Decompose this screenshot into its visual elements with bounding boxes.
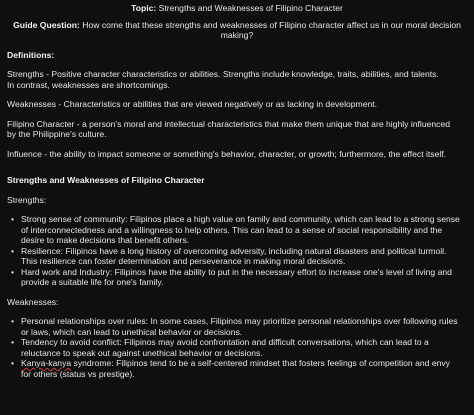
topic-line xyxy=(7,3,467,14)
definition-influence: Influence - the ability to impact someone or something's behavior, character, or growth; furthermore, the effect itself. xyxy=(7,148,447,159)
strength-item-1-line1: Strong sense of community: Filipinos place a high value on family and community, which can lead to a strong sense xyxy=(21,214,460,224)
list-item xyxy=(11,214,467,246)
bullet-icon: • xyxy=(11,337,15,347)
bullet-icon: • xyxy=(11,266,15,277)
strength-item-1-line2: of interconnectedness and a willingness to help others. This can lead to a sense of social responsibility and the xyxy=(21,224,443,235)
list-item xyxy=(11,245,467,267)
definition-strengths xyxy=(7,69,467,90)
definition-strengths-line2: In contrast, weaknesses are shortcomings. xyxy=(7,79,170,90)
section-heading: Strengths and Weaknesses of Filipino Character xyxy=(7,175,205,185)
strengths-heading: Strengths: xyxy=(7,194,47,205)
strengths-list xyxy=(7,214,467,288)
weakness-item-2-line1: Tendency to avoid conflict: Filipinos may avoid confrontation and difficult conversations, which can lead to a xyxy=(21,337,429,347)
list-item xyxy=(11,337,467,358)
guide-question-line2: making? xyxy=(220,30,254,40)
strength-item-3-line1: Hard work and Industry: Filipinos have the ability to put in the necessary effort to increase one's level of living and xyxy=(21,266,452,277)
definition-strengths-line1: Strengths - Positive character characteristics or abilities. Strengths include knowledge, traits, abilities, and talents. xyxy=(7,69,439,79)
guide-question-line1 xyxy=(7,20,467,31)
strength-item-2-line2: This resilience can foster determination and perseverance in making moral decisions. xyxy=(21,256,346,266)
list-item xyxy=(11,266,467,288)
list-item xyxy=(11,358,467,379)
definition-filipino-character-line2: by the Philippine's culture. xyxy=(7,129,107,139)
topic-text: Strengths and Weaknesses of Filipino Character xyxy=(158,3,343,13)
list-item xyxy=(11,316,467,337)
strength-item-2-line1: Resilience: Filipinos have a long history of overcoming adversity, including natural disasters and political turmoil. xyxy=(21,245,447,256)
weakness-item-3-line2: for others (status vs prestige). xyxy=(21,368,135,379)
spellcheck-underlined-word[interactable]: Kanya-kanya xyxy=(21,358,72,368)
weaknesses-heading: Weaknesses: xyxy=(7,296,59,307)
weakness-item-3-line1: syndrome: Filipinos tend to be a self-centered mindset that fosters feelings of competition and envy xyxy=(71,358,450,368)
definition-weaknesses: Weaknesses - Characteristics or abilities that are viewed negatively or as lacking in development. xyxy=(7,99,378,109)
bullet-icon: • xyxy=(11,358,15,368)
weakness-item-1-line1: Personal relationships over rules: In some cases, Filipinos may prioritize personal relationships over following rules xyxy=(21,316,458,326)
definitions-heading: Definitions: xyxy=(7,49,55,60)
weakness-item-2-line2: reluctance to speak out against unethical behavior or decisions. xyxy=(21,347,263,358)
spacer xyxy=(7,168,467,175)
strength-item-3-line2: provide a suitable life for one's family. xyxy=(21,277,164,287)
guide-question xyxy=(7,20,467,41)
bullet-icon: • xyxy=(11,214,15,224)
weakness-item-1-line2: or laws, which can lead to unethical behavior or decisions. xyxy=(21,326,243,337)
definition-filipino-character xyxy=(7,119,467,140)
strength-item-1-line3: desire to make decisions that benefit others. xyxy=(21,235,190,245)
bullet-icon: • xyxy=(11,245,15,256)
definition-filipino-character-line1: Filipino Character - a person's moral and intellectual characteristics that make them unique that are highly influenced xyxy=(7,118,451,129)
guide-question-label: Guide Question: xyxy=(13,19,80,30)
guide-question-text: How come that these strengths and weaknesses of Filipino character affect us in our moral decision xyxy=(82,19,461,30)
weaknesses-list xyxy=(7,316,467,379)
topic-label: Topic: xyxy=(131,3,157,13)
bullet-icon: • xyxy=(11,316,15,326)
